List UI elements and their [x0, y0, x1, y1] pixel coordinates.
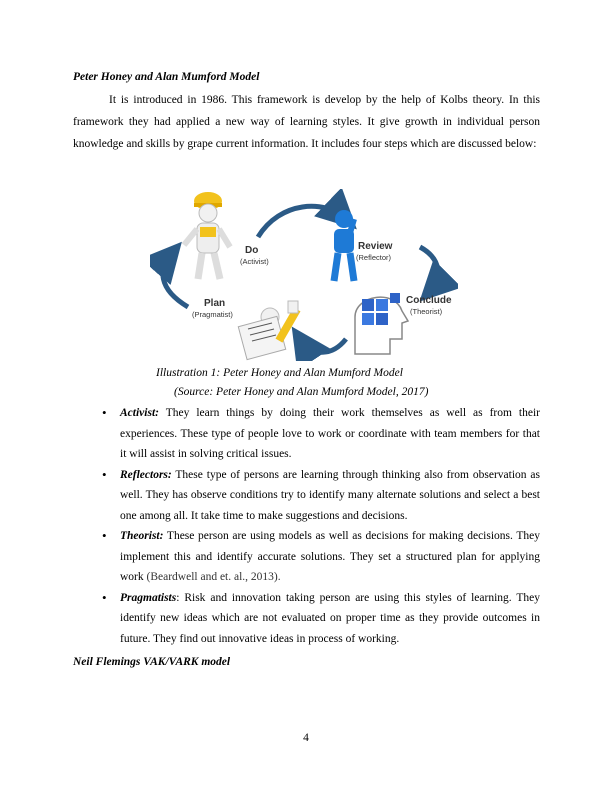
page-number: 4	[303, 732, 309, 744]
bullet-icon: •	[102, 405, 107, 420]
term-pragmatists: Pragmatists	[120, 591, 177, 604]
list-item-theorist	[84, 526, 540, 588]
reflector-figure-icon	[334, 210, 354, 281]
bullet-icon: •	[102, 589, 107, 605]
desc-activist: They learn things by doing their work themselves as well as from their experiences. These type of people love to work or coordinate with team members for that it will assist in solving critical issues.	[120, 407, 540, 460]
honey-mumford-cycle-figure	[150, 189, 458, 361]
list-item-activist	[84, 403, 540, 465]
arrow-do-to-review	[258, 206, 346, 237]
section-heading-honey-mumford: Peter Honey and Alan Mumford Model	[73, 71, 260, 83]
intro-paragraph: It is introduced in 1986. This framework is develop by the help of Kolbs theory. In this framework they had applied a new way of learning styles. It give growth in individual person knowledge and skills by grape current information. It includes four steps which are discussed below:	[73, 94, 540, 150]
step-role-activist: (Activist)	[240, 257, 269, 266]
term-activist: Activist:	[120, 407, 159, 419]
arrow-plan-to-do	[163, 253, 188, 307]
learning-styles-list	[84, 403, 540, 649]
citation-beardwell: (Beardwell and et. al., 2013).	[146, 571, 281, 583]
cycle-diagram	[150, 189, 458, 361]
arrow-review-to-conclude	[420, 247, 438, 291]
section-heading-vark: Neil Flemings VAK/VARK model	[73, 656, 231, 668]
term-reflectors: Reflectors:	[120, 468, 172, 481]
activist-figure-icon	[184, 192, 230, 279]
arrow-conclude-to-plan	[300, 339, 346, 352]
bullet-icon: •	[102, 528, 107, 543]
desc-reflectors: These type of persons are learning through thinking also from observation as well. They has observe conditions try to identify many alternate solutions and select a best one among all. It take time to make suggestions and decisions.	[120, 468, 540, 522]
step-role-pragmatist: (Pragmatist)	[192, 310, 233, 319]
list-item-reflectors	[84, 465, 540, 527]
step-role-theorist: (Theorist)	[410, 307, 443, 316]
desc-pragmatists: : Risk and innovation taking person are using this styles of learning. They identify new ideas which are not evaluated on proper time as they provide outcomes in future. They find out innovative ideas in process of working.	[120, 591, 540, 645]
step-role-reflector: (Reflector)	[356, 253, 392, 262]
pragmatist-clipboard-icon	[238, 301, 300, 360]
figure-caption: Illustration 1: Peter Honey and Alan Mumford Model	[156, 367, 403, 379]
desc-theorist: These person are using models as well as decisions for making decisions. They implement this and identify accurate solutions. They set a structured plan for applying work	[120, 530, 540, 583]
step-label-conclude: Conclude	[406, 295, 452, 306]
term-theorist: Theorist:	[120, 530, 164, 542]
step-label-do: Do	[245, 245, 259, 256]
bullet-icon: •	[102, 466, 107, 482]
step-label-review: Review	[358, 241, 393, 252]
list-item-pragmatists	[84, 588, 540, 650]
figure-source: (Source: Peter Honey and Alan Mumford Model, 2017)	[174, 386, 429, 398]
step-label-plan: Plan	[204, 298, 226, 309]
theorist-head-puzzle-icon	[355, 293, 408, 354]
